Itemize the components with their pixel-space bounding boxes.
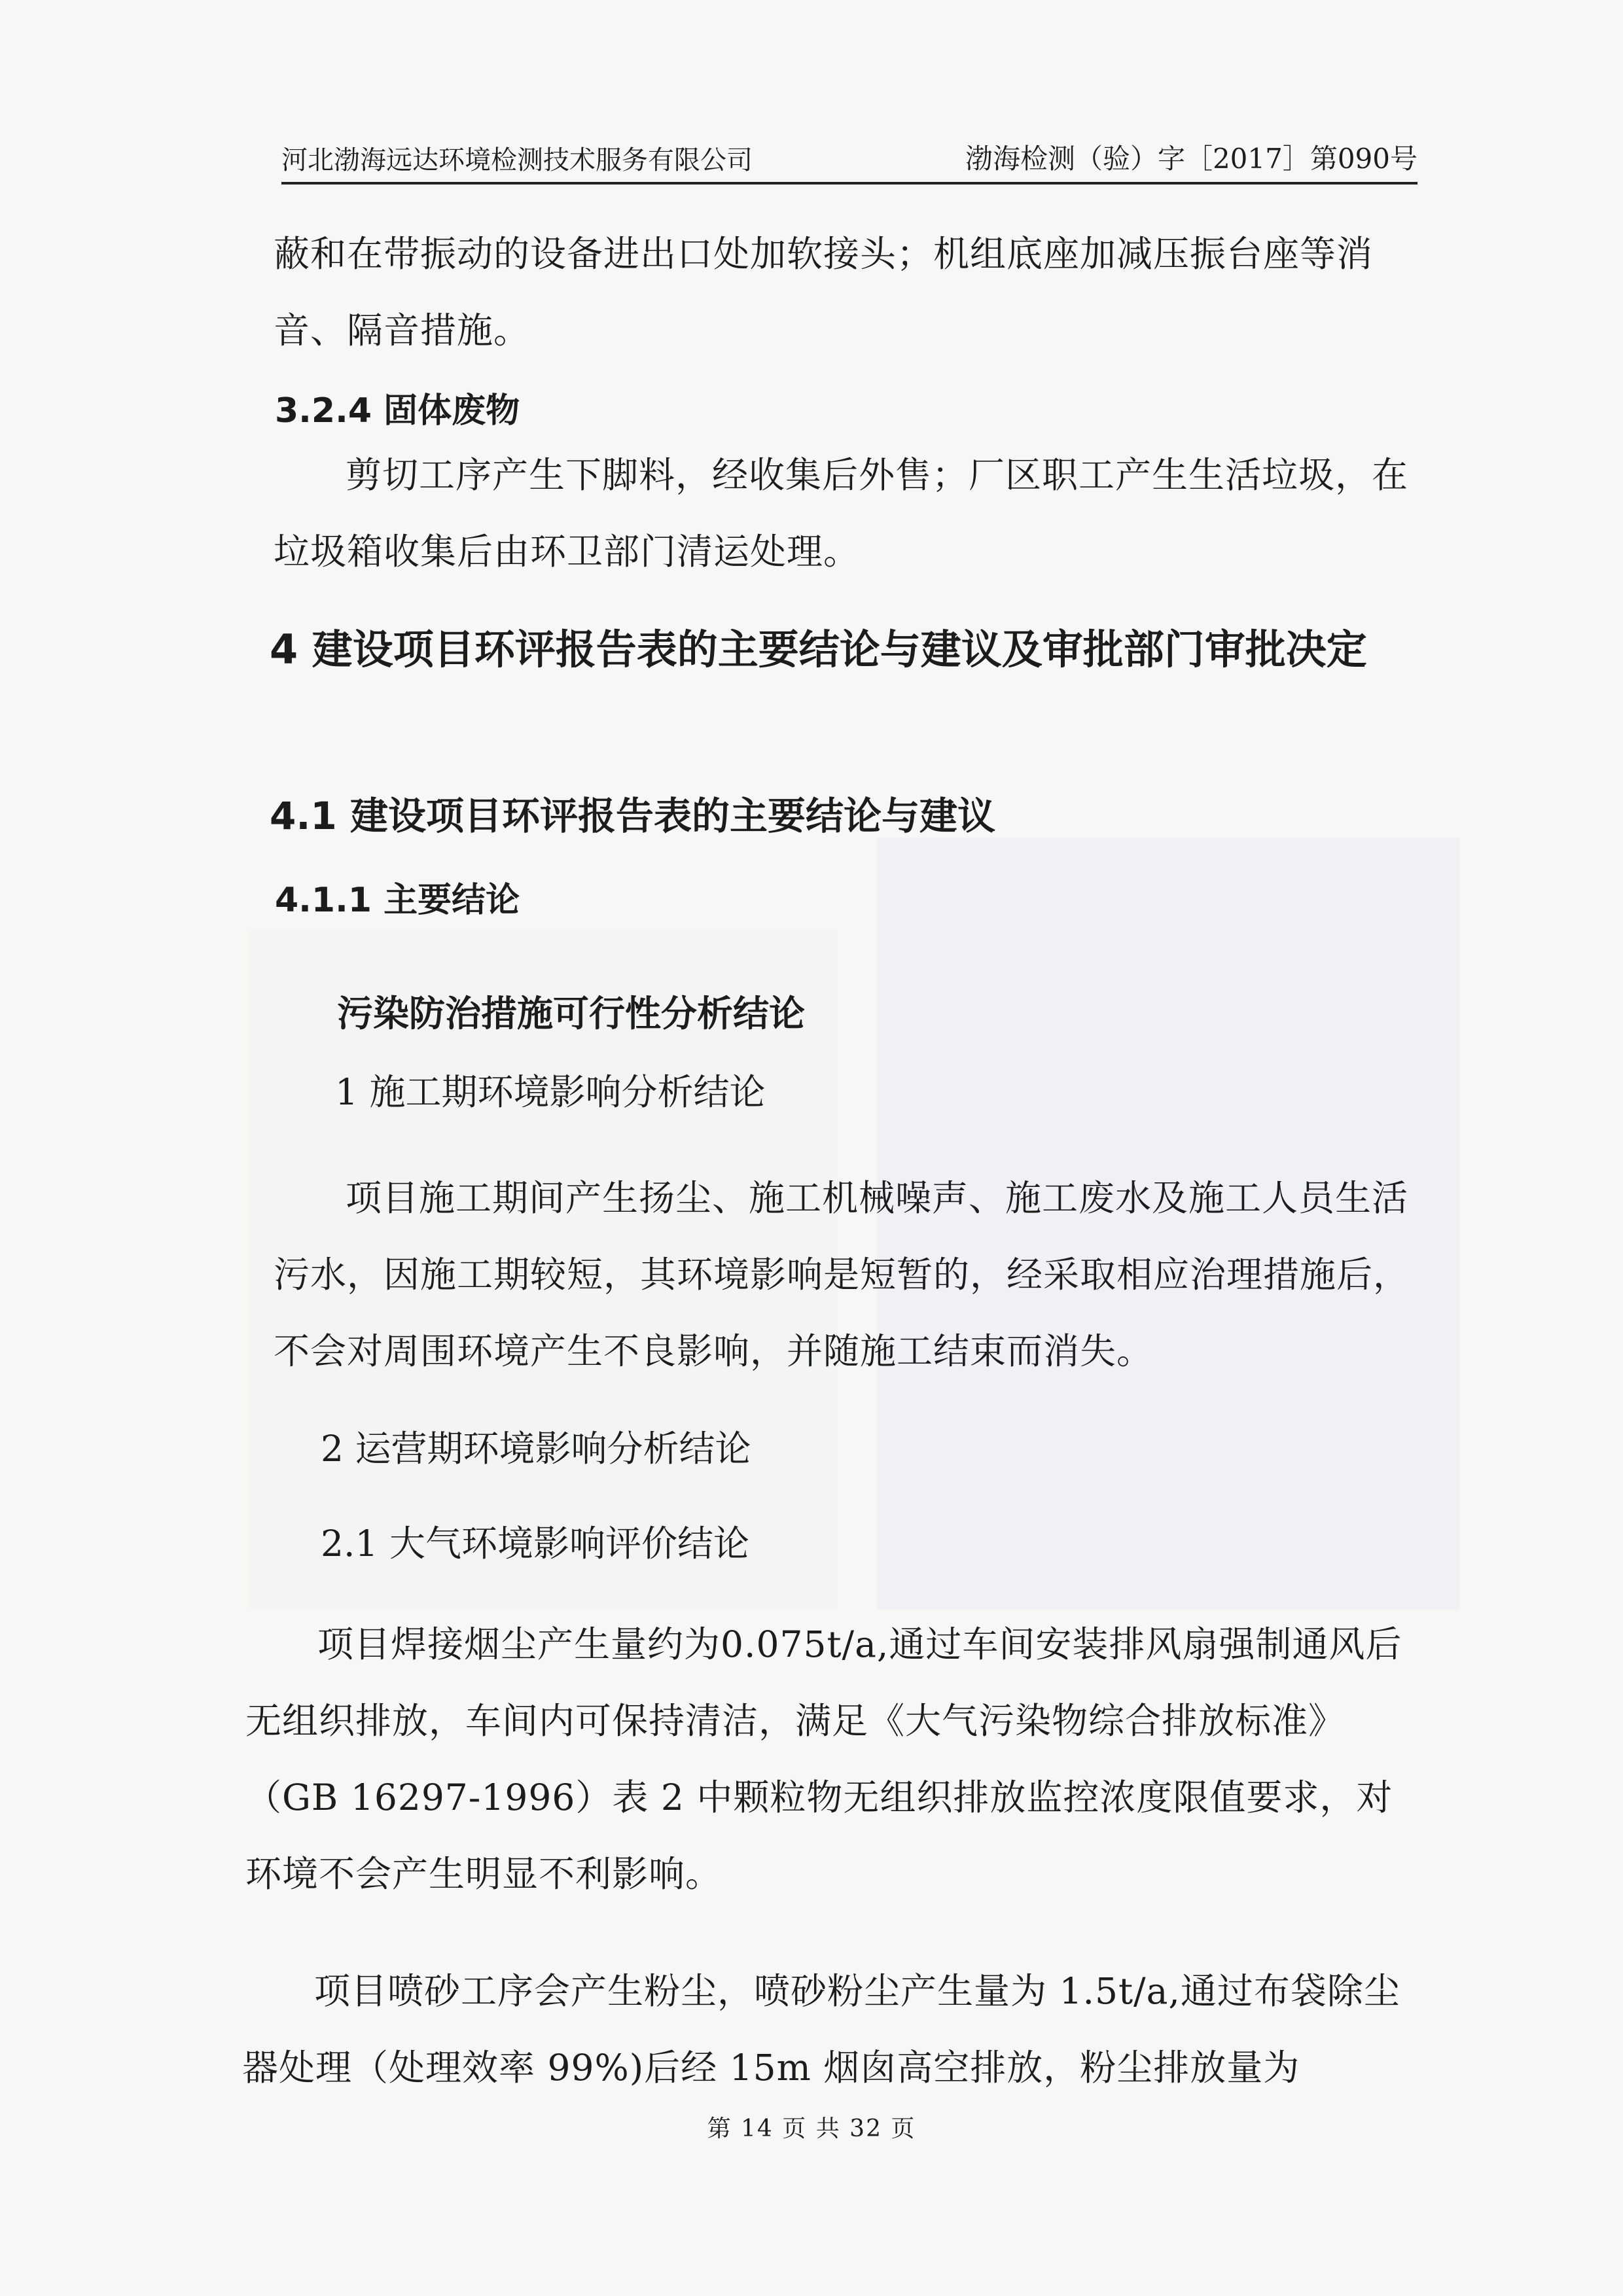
heading-3-2-4: 3.2.4 固体废物 <box>275 391 520 431</box>
document-number: 渤海检测（验）字［2017］第090号 <box>965 143 1418 175</box>
item-air-quality: 2.1 大气环境影响评价结论 <box>321 1523 749 1564</box>
item-operation-impact: 2 运营期环境影响分析结论 <box>321 1428 751 1470</box>
heading-4-1-1: 4.1.1 主要结论 <box>275 881 520 920</box>
paragraph-welding-fume: 项目焊接烟尘产生量约为0.075t/a,通过车间安装排风扇强制通风后无组织排放，车间内可保持清洁，满足《大气污染物综合排放标准》（GB 16297-1996）表 2 中颗粒物无组织排放监控浓度限值要求，对环境不会产生明显不利影响。 <box>245 1623 1402 1895</box>
page-header <box>281 136 1418 185</box>
subtitle-pollution-control: 污染防治措施可行性分析结论 <box>337 993 806 1034</box>
page-number: 第 14 页 共 32 页 <box>707 2115 916 2142</box>
heading-4: 4 建设项目环评报告表的主要结论与建议及审批部门审批决定 <box>270 626 1367 673</box>
company-name: 河北渤海远达环境检测技术服务有限公司 <box>281 145 753 175</box>
paragraph-construction: 项目施工期间产生扬尘、施工机械噪声、施工废水及施工人员生活污水，因施工期较短，其环境影响是短暂的，经采取相应治理措施后，不会对周围环境产生不良影响，并随施工结束而消失。 <box>274 1177 1410 1372</box>
item-construction-impact: 1 施工期环境影响分析结论 <box>335 1071 766 1113</box>
heading-4-1: 4.1 建设项目环评报告表的主要结论与建议 <box>270 794 995 838</box>
paragraph-noise-continued: 蔽和在带振动的设备进出口处加软接头；机组底座加减压振台座等消音、隔音措施。 <box>274 233 1374 351</box>
paragraph-solid-waste: 剪切工序产生下脚料，经收集后外售；厂区职工产生生活垃圾，在垃圾箱收集后由环卫部门清运处理。 <box>274 454 1409 573</box>
paragraph-sandblasting: 项目喷砂工序会产生粉尘，喷砂粉尘产生量为 1.5t/a,通过布袋除尘器处理（处理效率 99%)后经 15m 烟囱高空排放，粉尘排放量为 <box>242 1970 1400 2089</box>
